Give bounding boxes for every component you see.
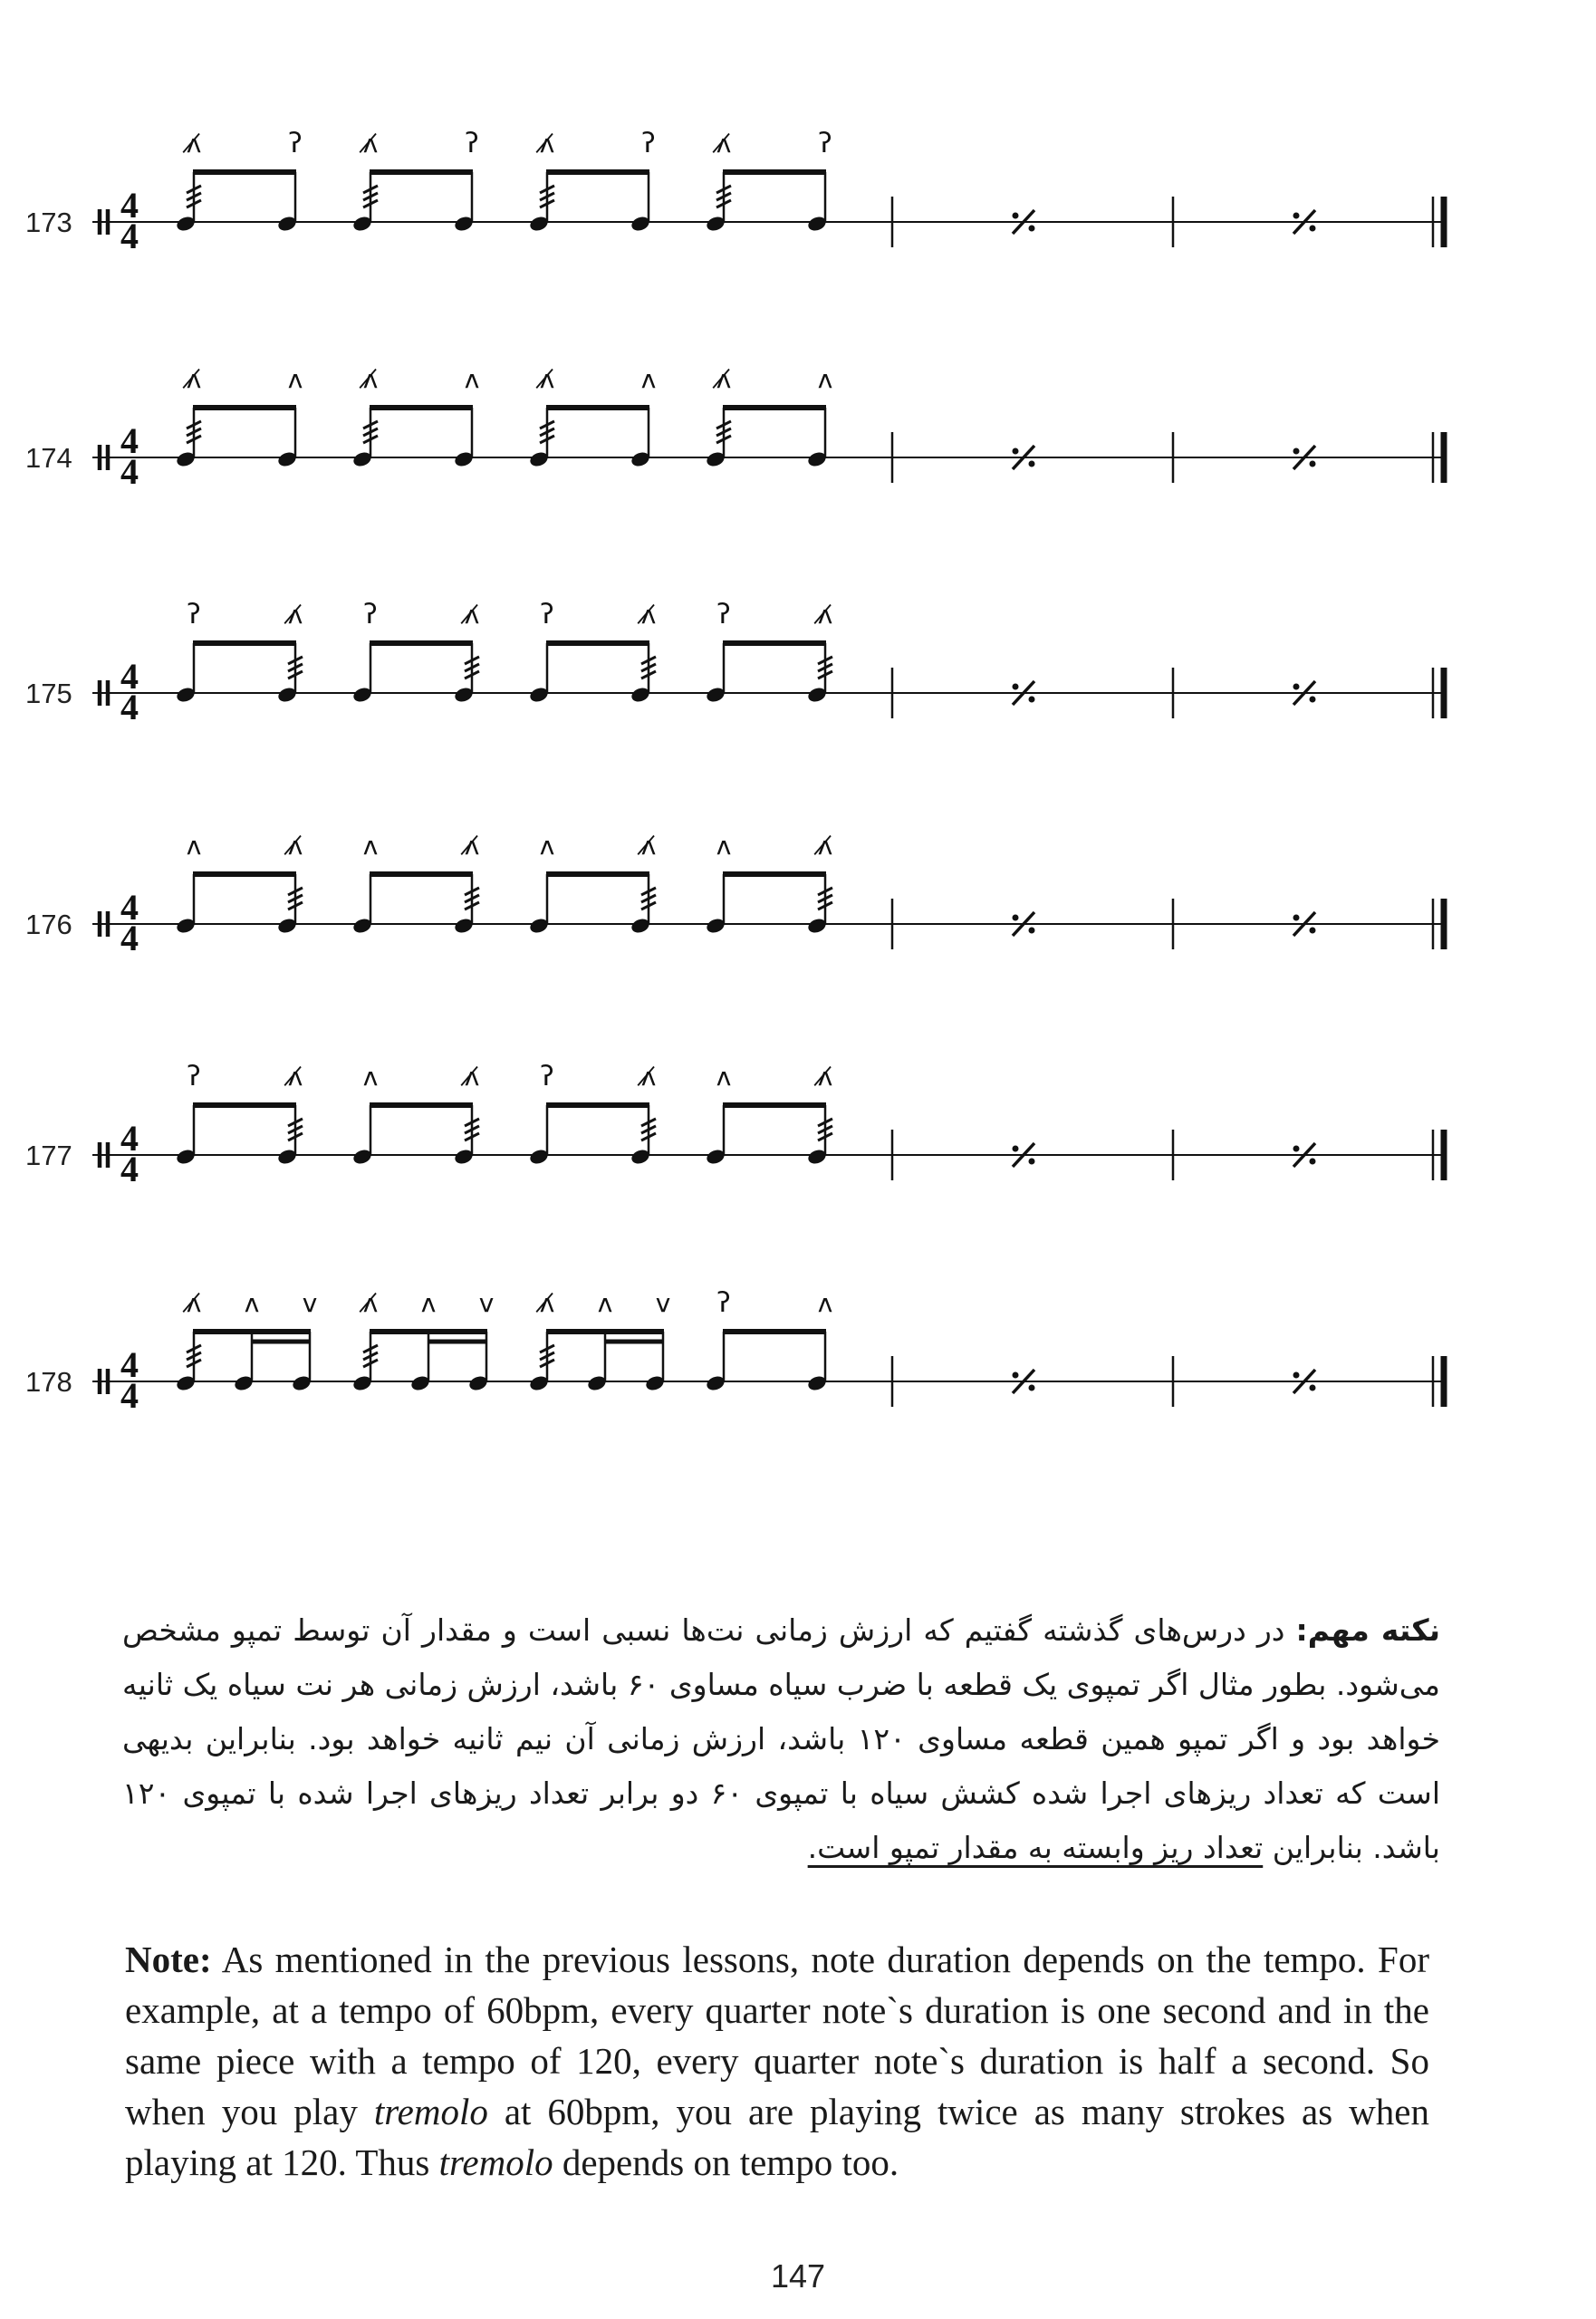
stroke-mark-left: v — [302, 1288, 318, 1318]
persian-note-paragraph — [122, 1603, 1440, 1875]
stroke-mark-roll: ʌ̸ — [287, 831, 303, 861]
english-note-text-3: depends on tempo too. — [553, 2141, 899, 2183]
repeat-dot — [1310, 1159, 1316, 1165]
persian-note-lead: نکته مهم: — [1295, 1612, 1440, 1648]
repeat-dot — [1310, 226, 1316, 232]
stroke-mark-right: ʌ — [186, 831, 202, 861]
stroke-mark-roll: ʌ̸ — [640, 1062, 657, 1092]
stroke-mark-right: ʌ — [817, 1288, 833, 1318]
time-signature-bottom: 4 — [120, 451, 139, 492]
stroke-mark-roll: ʌ̸ — [716, 364, 732, 394]
time-signature-top: 4 — [120, 420, 139, 461]
stroke-mark-roll: ʌ̸ — [716, 129, 732, 159]
stroke-mark-right: ʌ — [420, 1288, 437, 1318]
stroke-mark-roll: ʌ̸ — [539, 1288, 555, 1318]
repeat-dot — [1029, 226, 1035, 232]
stroke-mark-fill: ʔ — [288, 128, 303, 159]
stroke-mark-right: ʌ — [640, 364, 657, 394]
stroke-mark-fill: ʔ — [363, 599, 378, 630]
time-signature-bottom: 4 — [120, 1375, 139, 1416]
time-signature-bottom: 4 — [120, 1149, 139, 1189]
repeat-dot — [1013, 1146, 1019, 1152]
repeat-dot — [1029, 1159, 1035, 1165]
stroke-mark-roll: ʌ̸ — [640, 831, 657, 861]
stroke-mark-right: ʌ — [244, 1288, 260, 1318]
time-signature-bottom: 4 — [120, 918, 139, 958]
english-note-tremolo-1: tremolo — [373, 2091, 488, 2132]
stroke-mark-roll: ʌ̸ — [817, 831, 833, 861]
stroke-mark-right: ʌ — [716, 831, 732, 861]
exercise-number: 178 — [25, 1366, 72, 1398]
repeat-dot — [1293, 915, 1300, 921]
time-signature-top: 4 — [120, 887, 139, 928]
stroke-mark-roll: ʌ̸ — [817, 1062, 833, 1092]
persian-note-underlined: تعداد ریز وابسته به مقدار تمپو است. — [807, 1830, 1264, 1865]
english-note-paragraph — [125, 1934, 1429, 2188]
repeat-dot — [1293, 448, 1300, 455]
repeat-dot — [1013, 684, 1019, 690]
stroke-mark-fill: ʔ — [818, 128, 832, 159]
stroke-mark-roll: ʌ̸ — [362, 129, 379, 159]
exercise-176 — [25, 831, 1447, 958]
stroke-mark-right: ʌ — [287, 364, 303, 394]
stroke-mark-fill: ʔ — [465, 128, 479, 159]
stroke-mark-roll: ʌ̸ — [362, 1288, 379, 1318]
repeat-dot — [1013, 915, 1019, 921]
stroke-mark-roll: ʌ̸ — [287, 1062, 303, 1092]
exercise-178 — [25, 1287, 1447, 1416]
time-signature-bottom: 4 — [120, 687, 139, 727]
exercise-number: 174 — [25, 442, 72, 474]
stroke-mark-roll: ʌ̸ — [817, 600, 833, 630]
stroke-mark-fill: ʔ — [187, 1061, 201, 1092]
stroke-mark-fill: ʔ — [641, 128, 656, 159]
page-number: 147 — [770, 2257, 826, 2295]
time-signature-bottom: 4 — [120, 216, 139, 256]
repeat-dot — [1293, 213, 1300, 219]
repeat-dot — [1293, 1372, 1300, 1379]
exercise-number: 173 — [25, 207, 72, 238]
exercise-173 — [25, 128, 1447, 256]
stroke-mark-right: ʌ — [597, 1288, 613, 1318]
repeat-dot — [1029, 697, 1035, 703]
repeat-dot — [1310, 928, 1316, 934]
stroke-mark-left: v — [655, 1288, 671, 1318]
stroke-mark-right: ʌ — [539, 831, 555, 861]
stroke-mark-fill: ʔ — [716, 599, 731, 630]
exercise-175 — [25, 599, 1447, 727]
repeat-dot — [1310, 1385, 1316, 1391]
repeat-dot — [1310, 697, 1316, 703]
repeat-dot — [1310, 461, 1316, 467]
repeat-dot — [1029, 461, 1035, 467]
stroke-mark-roll: ʌ̸ — [464, 831, 480, 861]
stroke-mark-roll: ʌ̸ — [186, 364, 202, 394]
repeat-dot — [1029, 1385, 1035, 1391]
stroke-mark-roll: ʌ̸ — [464, 1062, 480, 1092]
exercise-number: 176 — [25, 909, 72, 940]
english-note-lead: Note: — [125, 1939, 212, 1980]
stroke-mark-roll: ʌ̸ — [186, 129, 202, 159]
english-note-text-2: at 60bpm, you are playing twice as many strokes as when playing at 120. Thus — [125, 2091, 1429, 2183]
stroke-mark-right: ʌ — [464, 364, 480, 394]
repeat-dot — [1293, 1146, 1300, 1152]
stroke-mark-fill: ʔ — [540, 599, 554, 630]
stroke-mark-roll: ʌ̸ — [186, 1288, 202, 1318]
time-signature-top: 4 — [120, 1118, 139, 1159]
exercise-174 — [25, 364, 1447, 492]
time-signature-top: 4 — [120, 185, 139, 226]
repeat-dot — [1029, 928, 1035, 934]
exercise-177 — [25, 1061, 1447, 1189]
exercise-number: 177 — [25, 1140, 72, 1171]
stroke-mark-roll: ʌ̸ — [539, 364, 555, 394]
english-note-tremolo-2: tremolo — [438, 2141, 553, 2183]
stroke-mark-fill: ʔ — [716, 1287, 731, 1319]
stroke-mark-roll: ʌ̸ — [640, 600, 657, 630]
english-note-text-1: As mentioned in the previous lessons, note duration depends on the tempo. For example, at a tempo of 60bpm, every quarter note`s duration is one second and in the same piece with a tempo of 120, every quarter note`s duration is half a second. So when you play — [125, 1939, 1429, 2132]
stroke-mark-right: ʌ — [817, 364, 833, 394]
stroke-mark-right: ʌ — [362, 1062, 379, 1092]
stroke-mark-fill: ʔ — [540, 1061, 554, 1092]
stroke-mark-left: v — [478, 1288, 495, 1318]
stroke-mark-roll: ʌ̸ — [362, 364, 379, 394]
stroke-mark-right: ʌ — [362, 831, 379, 861]
repeat-dot — [1013, 448, 1019, 455]
stroke-mark-fill: ʔ — [187, 599, 201, 630]
stroke-mark-right: ʌ — [716, 1062, 732, 1092]
repeat-dot — [1013, 1372, 1019, 1379]
repeat-dot — [1013, 213, 1019, 219]
persian-note-body: در درس‌های گذشته گفتیم که ارزش زمانی نت‌ها نسبی است و مقدار آن توسط تمپو مشخص می‌شود. بطور مثال اگر تمپوی یک قطعه با ضرب سیاه مساوی ۶۰ باشد، ارزش زمانی هر نت سیاه یک ثانیه خواهد بود و اگر تمپو همین قطعه مساوی ۱۲۰ باشد، ارزش زمانی آن نیم ثانیه خواهد بود. بنابراین بدیهی است که تعداد ریزهای اجرا شده کشش سیاه با تمپوی ۶۰ دو برابر تعداد ریزهای اجرا شده با تمپوی ۱۲۰ باشد. بنابراین — [122, 1612, 1440, 1865]
time-signature-top: 4 — [120, 1344, 139, 1385]
stroke-mark-roll: ʌ̸ — [539, 129, 555, 159]
repeat-dot — [1293, 684, 1300, 690]
exercise-number: 175 — [25, 678, 72, 709]
time-signature-top: 4 — [120, 656, 139, 697]
stroke-mark-roll: ʌ̸ — [464, 600, 480, 630]
stroke-mark-roll: ʌ̸ — [287, 600, 303, 630]
